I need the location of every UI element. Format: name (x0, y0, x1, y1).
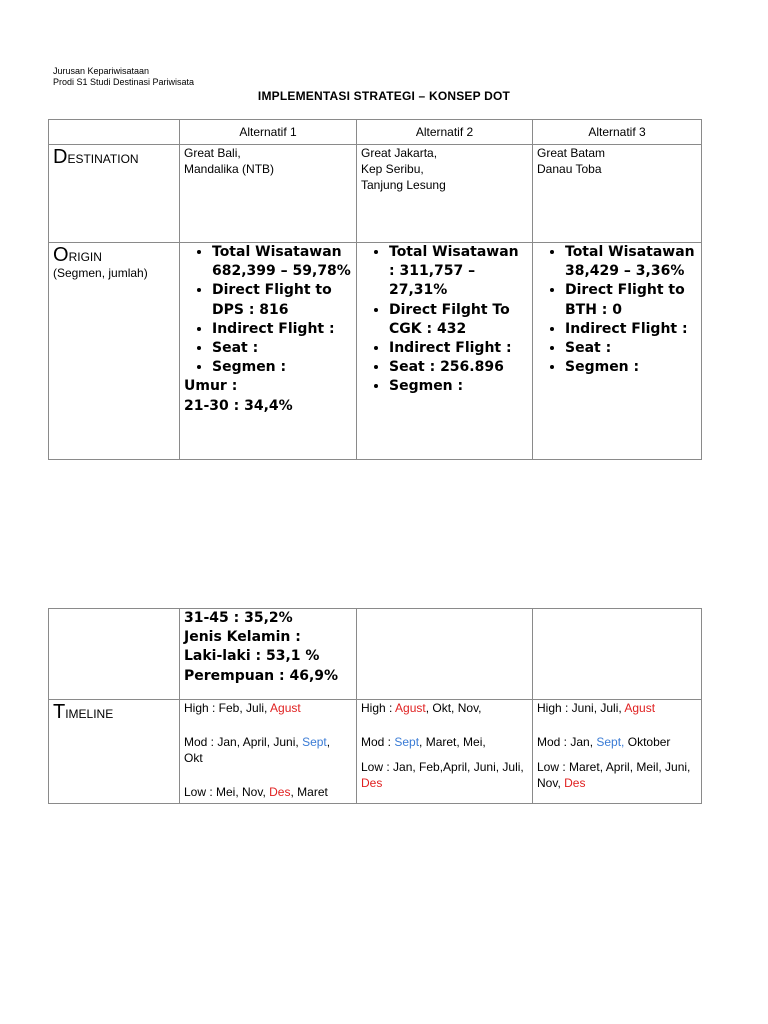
timeline-low: Low : Mei, Nov, Des, Maret (184, 785, 328, 799)
timeline-low: Low : Maret, April, Meil, Juni, Nov, Des (537, 760, 691, 790)
destination-label (49, 145, 180, 243)
origin-row (49, 243, 702, 460)
timeline-alt3 (533, 700, 702, 804)
destination-rest: ESTINATION (67, 152, 139, 166)
timeline-cap: T (53, 701, 66, 723)
origin-bullet: • Direct Flight to DPS : 816 (212, 281, 352, 319)
timeline-low: Low : Jan, Feb,April, Juni, Juli, Des (361, 760, 524, 790)
origin-bullet: • Segmen : (212, 358, 352, 377)
destination-alt2 (357, 145, 533, 243)
origin-age-value: 21-30 : 34,4% (184, 397, 293, 414)
continuation-line: Laki-laki : 53,1 % (184, 648, 320, 665)
program-label: Prodi S1 Studi Destinasi Pariwisata (53, 77, 195, 87)
origin-bullet: • Indirect Flight : (212, 320, 352, 339)
column-header: Alternatif 2 (357, 120, 533, 145)
origin-bullet: • Segmen : (565, 358, 697, 377)
dest-line: Danau Toba (537, 162, 602, 176)
origin-alt1 (180, 243, 357, 460)
origin-bullet: • Indirect Flight : (565, 320, 697, 339)
origin-alt2 (357, 243, 533, 460)
origin-bullet: • Seat : (212, 339, 352, 358)
continuation-line: 31-45 : 35,2% (184, 610, 293, 626)
origin-rest: RIGIN (68, 250, 102, 264)
origin-bullet: • Total Wisatawan : 311,757 – 27,31% (389, 243, 528, 301)
empty-cell (357, 609, 533, 700)
column-header: Alternatif 1 (180, 120, 357, 145)
timeline-alt1 (180, 700, 357, 804)
page-title: IMPLEMENTASI STRATEGI – KONSEP DOT (257, 89, 511, 103)
origin-cap: O (53, 244, 69, 266)
destination-row (49, 145, 702, 243)
origin-bullet: • Direct Filght To CGK : 432 (389, 301, 528, 339)
continuation-row (49, 609, 702, 700)
timeline-high: High : Feb, Juli, Agust (184, 701, 301, 715)
timeline-mod: Mod : Jan, Sept, Oktober (537, 735, 671, 749)
dest-line: Kep Seribu, (361, 162, 424, 176)
column-header: Alternatif 3 (533, 120, 702, 145)
dot-table-upper (48, 119, 702, 460)
timeline-high: High : Agust, Okt, Nov, (361, 701, 482, 715)
corner-cell (49, 120, 180, 145)
dest-line: Tanjung Lesung (361, 178, 446, 192)
origin-label (49, 243, 180, 460)
origin-bullet: • Segmen : (389, 377, 528, 396)
dest-line: Great Bali, (184, 146, 241, 160)
origin-bullet: • Seat : 256.896 (389, 358, 528, 377)
timeline-mod: Mod : Sept, Maret, Mei, (361, 735, 486, 749)
dest-line: Great Batam (537, 146, 606, 160)
timeline-rest: IMELINE (65, 707, 114, 721)
continuation-alt1 (180, 609, 357, 700)
continuation-line: Perempuan : 46,9% (184, 667, 339, 684)
dot-table-lower (48, 608, 702, 804)
origin-age-label: Umur : (184, 378, 238, 395)
timeline-mod: Mod : Jan, April, Juni, Sept, Okt (184, 735, 331, 765)
timeline-row (49, 700, 702, 804)
timeline-high: High : Juni, Juli, Agust (537, 701, 656, 715)
header-row (49, 120, 702, 145)
origin-bullet: • Seat : (565, 339, 697, 358)
destination-alt3 (533, 145, 702, 243)
department-label: Jurusan Kepariwisataan (53, 66, 150, 76)
timeline-alt2 (357, 700, 533, 804)
timeline-label (49, 700, 180, 804)
origin-bullet: • Indirect Flight : (389, 339, 528, 358)
origin-bullet: • Total Wisatawan 38,429 – 3,36% (565, 243, 697, 281)
continuation-line: Jenis Kelamin : (184, 629, 301, 646)
dest-line: Mandalika (NTB) (184, 162, 275, 176)
origin-bullet: • Total Wisatawan 682,399 – 59,78% (212, 243, 352, 281)
dest-line: Great Jakarta, (361, 146, 438, 160)
empty-label-cell (49, 609, 180, 700)
destination-cap: D (53, 146, 68, 168)
origin-sublabel: (Segmen, jumlah) (53, 266, 148, 280)
origin-alt3 (533, 243, 702, 460)
empty-cell (533, 609, 702, 700)
origin-bullet: • Direct Flight to BTH : 0 (565, 281, 697, 319)
destination-alt1 (180, 145, 357, 243)
